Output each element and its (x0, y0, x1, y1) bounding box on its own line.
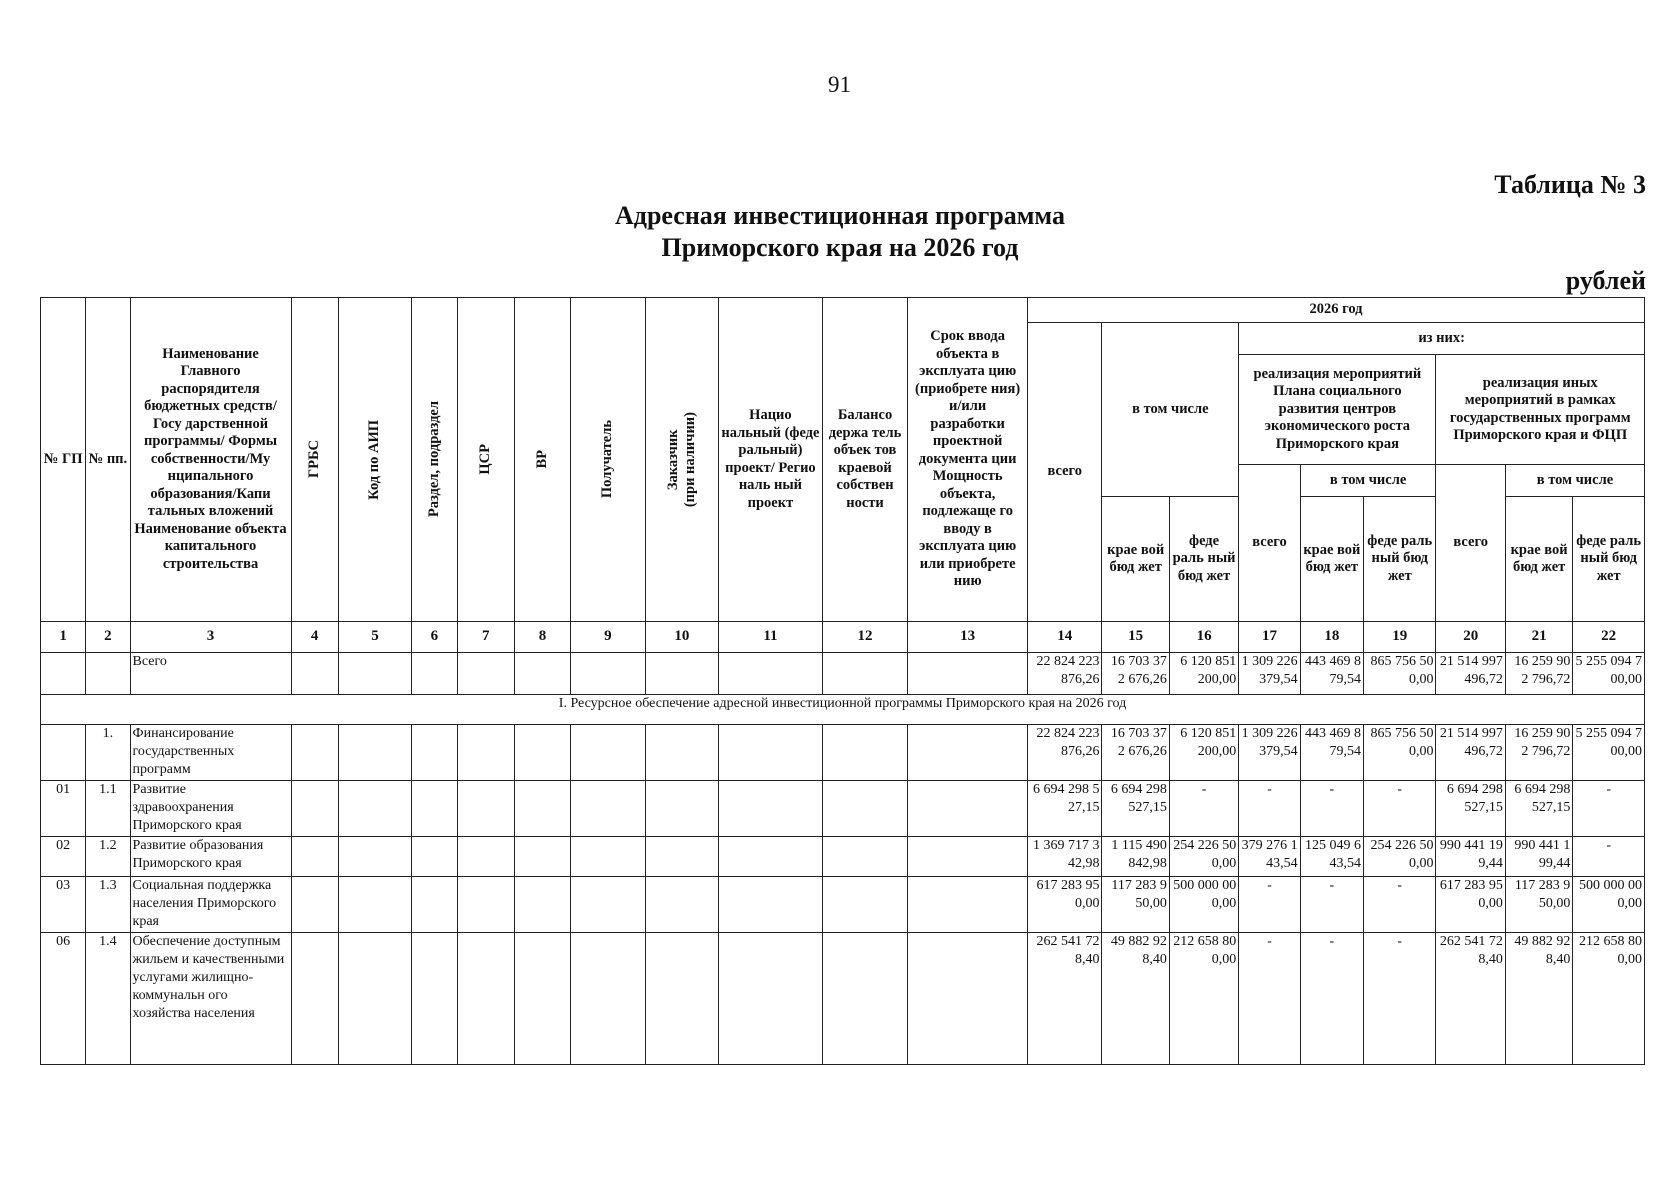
pp-cell: 1.2 (86, 837, 130, 877)
value-cell: 379 276 143,54 (1239, 837, 1300, 877)
value-cell: 6 694 298 527,15 (1028, 781, 1102, 837)
value-cell: 865 756 500,00 (1364, 725, 1436, 781)
col-number: 11 (719, 622, 823, 653)
value-cell: 6 694 298 527,15 (1436, 781, 1505, 837)
units-label: рублей (1565, 266, 1646, 295)
gp-cell (41, 653, 86, 695)
value-cell: 49 882 928,40 (1102, 933, 1169, 1065)
col-number: 10 (645, 622, 718, 653)
value-cell: 21 514 997 496,72 (1436, 725, 1505, 781)
value-cell: 1 115 490 842,98 (1102, 837, 1169, 877)
value-cell: 117 283 950,00 (1102, 877, 1169, 933)
col-number: 18 (1300, 622, 1363, 653)
col-number: 1 (41, 622, 86, 653)
col-header-vr (514, 298, 570, 622)
value-cell: 443 469 879,54 (1300, 653, 1363, 695)
value-cell: 5 255 094 700,00 (1573, 653, 1645, 695)
col-header-other-total: всего (1436, 465, 1505, 622)
col-header-csr-text: ЦСР (476, 444, 493, 475)
col-header-regional-21: крае вой бюд жет (1505, 497, 1572, 622)
col-header-of-them: из них: (1239, 323, 1645, 355)
value-cell: 254 226 500,00 (1169, 837, 1238, 877)
value-cell: 212 658 800,00 (1573, 933, 1645, 1065)
gp-cell: 06 (41, 933, 86, 1065)
col-number: 15 (1102, 622, 1169, 653)
col-header-grbs (291, 298, 338, 622)
value-cell: 990 441 199,44 (1436, 837, 1505, 877)
col-header-pp: № пп. (86, 298, 130, 622)
pp-cell: 1.4 (86, 933, 130, 1065)
value-cell: 6 694 298 527,15 (1102, 781, 1169, 837)
name-cell: Всего (130, 653, 291, 695)
col-header-year: 2026 год (1028, 298, 1645, 323)
col-header-including: в том числе (1102, 323, 1239, 497)
name-cell: Развитие здравоохранения Приморского края (130, 781, 291, 837)
table-row-total (41, 653, 1645, 695)
value-cell: 212 658 800,00 (1169, 933, 1238, 1065)
col-header-federal-22: феде раль ный бюд жет (1573, 497, 1645, 622)
col-header-aip-code (338, 298, 411, 622)
table-row (41, 725, 1645, 781)
value-cell: 125 049 643,54 (1300, 837, 1363, 877)
column-numbers-row (41, 622, 1645, 653)
value-cell: - (1364, 781, 1436, 837)
value-cell: - (1364, 877, 1436, 933)
col-number: 13 (908, 622, 1028, 653)
col-number: 6 (412, 622, 457, 653)
gp-cell: 01 (41, 781, 86, 837)
col-header-total: всего (1028, 323, 1102, 622)
pp-cell (86, 653, 130, 695)
value-cell: 1 309 226 379,54 (1239, 725, 1300, 781)
col-header-federal-19: феде раль ный бюд жет (1364, 497, 1436, 622)
value-cell: 21 514 997 496,72 (1436, 653, 1505, 695)
value-cell: 1 369 717 342,98 (1028, 837, 1102, 877)
page-number: 91 (828, 72, 851, 97)
value-cell: 443 469 879,54 (1300, 725, 1363, 781)
value-cell: - (1300, 877, 1363, 933)
col-number: 8 (514, 622, 570, 653)
col-header-recipient-text: Получатель (599, 420, 616, 499)
value-cell: 262 541 728,40 (1436, 933, 1505, 1065)
value-cell: 500 000 000,00 (1169, 877, 1238, 933)
value-cell: 1 309 226 379,54 (1239, 653, 1300, 695)
col-number: 22 (1573, 622, 1645, 653)
value-cell: 16 259 902 796,72 (1505, 653, 1572, 695)
col-header-gp: № ГП (41, 298, 86, 622)
value-cell: - (1300, 933, 1363, 1065)
col-header-recipient (571, 298, 645, 622)
col-number: 20 (1436, 622, 1505, 653)
col-number: 12 (822, 622, 908, 653)
value-cell: 16 703 372 676,26 (1102, 653, 1169, 695)
table-row (41, 837, 1645, 877)
col-header-vr-text: ВР (533, 450, 550, 469)
col-header-csr (457, 298, 514, 622)
col-number: 4 (291, 622, 338, 653)
col-header-plan-including: в том числе (1300, 465, 1436, 497)
value-cell: 6 120 851 200,00 (1169, 725, 1238, 781)
col-number: 14 (1028, 622, 1102, 653)
investment-program-table (40, 297, 1645, 1065)
col-header-regional-18: крае вой бюд жет (1300, 497, 1363, 622)
value-cell: - (1169, 781, 1238, 837)
value-cell: - (1239, 877, 1300, 933)
col-number: 5 (338, 622, 411, 653)
value-cell: 117 283 950,00 (1505, 877, 1572, 933)
col-number: 21 (1505, 622, 1572, 653)
name-cell: Финансирование государственных программ (130, 725, 291, 781)
pp-cell: 1. (86, 725, 130, 781)
pp-cell: 1.3 (86, 877, 130, 933)
col-header-plan-group: реализация мероприятий Плана социального развития центров экономического роста Приморского края (1239, 355, 1436, 465)
value-cell: 262 541 728,40 (1028, 933, 1102, 1065)
value-cell: 5 255 094 700,00 (1573, 725, 1645, 781)
value-cell: 49 882 928,40 (1505, 933, 1572, 1065)
value-cell: 254 226 500,00 (1364, 837, 1436, 877)
value-cell: - (1239, 781, 1300, 837)
col-header-aip-code-text: Код по АИП (366, 419, 383, 500)
table-row (41, 781, 1645, 837)
col-number: 7 (457, 622, 514, 653)
gp-cell (41, 725, 86, 781)
gp-cell: 03 (41, 877, 86, 933)
name-cell: Развитие образования Приморского края (130, 837, 291, 877)
table-row-section (41, 695, 1645, 725)
col-header-plan-total: всего (1239, 465, 1300, 622)
col-header-section (412, 298, 457, 622)
col-number: 3 (130, 622, 291, 653)
col-header-national-project: Нацио нальный (феде ральный) проект/ Регио наль ный проект (719, 298, 823, 622)
title-line-2: Приморского края на 2026 год (661, 233, 1019, 262)
col-number: 16 (1169, 622, 1238, 653)
value-cell: 6 120 851 200,00 (1169, 653, 1238, 695)
col-header-name: Наименование Главного распорядителя бюджетных средств/Госу дарственной программы/ Формы собственности/Му нципального образования/Капи тальных вложений Наименование объекта капитального строительства (130, 298, 291, 622)
name-cell: Обеспечение доступным жильем и качественными услугами жилищно-коммунальн ого хозяйства населения (130, 933, 291, 1065)
value-cell: 990 441 199,44 (1505, 837, 1572, 877)
col-number: 17 (1239, 622, 1300, 653)
value-cell: - (1300, 781, 1363, 837)
name-cell: Социальная поддержка населения Приморского края (130, 877, 291, 933)
col-number: 9 (571, 622, 645, 653)
value-cell: 22 824 223 876,26 (1028, 653, 1102, 695)
table-row (41, 933, 1645, 1065)
col-number: 19 (1364, 622, 1436, 653)
col-header-grbs-text: ГРБС (305, 440, 322, 479)
value-cell: 16 259 902 796,72 (1505, 725, 1572, 781)
section-title: I. Ресурсное обеспечение адресной инвестиционной программы Приморского края на 2026 год (41, 695, 1645, 725)
col-number: 2 (86, 622, 130, 653)
col-header-customer (645, 298, 718, 622)
value-cell: 617 283 950,00 (1436, 877, 1505, 933)
value-cell: - (1364, 933, 1436, 1065)
value-cell: - (1573, 781, 1645, 837)
value-cell: 6 694 298 527,15 (1505, 781, 1572, 837)
table-label: Таблица № 3 (1494, 170, 1646, 199)
col-header-balance-holder: Балансо держа тель объек тов краевой собствен ности (822, 298, 908, 622)
col-header-customer-text (665, 412, 699, 507)
document-title (440, 200, 1240, 264)
col-header-federal-16: феде раль ный бюд жет (1169, 497, 1238, 622)
value-cell: 617 283 950,00 (1028, 877, 1102, 933)
gp-cell: 02 (41, 837, 86, 877)
customer-note: (при наличии) (681, 411, 698, 508)
table-row (41, 877, 1645, 933)
pp-cell: 1.1 (86, 781, 130, 837)
col-header-regional-15: крае вой бюд жет (1102, 497, 1169, 622)
value-cell: - (1239, 933, 1300, 1065)
value-cell: 865 756 500,00 (1364, 653, 1436, 695)
col-header-other-group: реализация иных мероприятий в рамках государственных программ Приморского края и ФЦП (1436, 355, 1645, 465)
value-cell: 500 000 000,00 (1573, 877, 1645, 933)
customer-label: Заказчик (664, 429, 681, 490)
value-cell: 22 824 223 876,26 (1028, 725, 1102, 781)
col-header-other-including: в том числе (1505, 465, 1644, 497)
value-cell: 16 703 372 676,26 (1102, 725, 1169, 781)
title-line-1: Адресная инвестиционная программа (615, 201, 1065, 230)
col-header-section-text: Раздел, подраздел (425, 401, 442, 518)
col-header-commissioning: Срок ввода объекта в эксплуата цию (приобрете ния) и/или разработки проектной документа ции Мощность объекта, подлежаще го вводу в эксплуата цию или приобрете нию (908, 298, 1028, 622)
value-cell: - (1573, 837, 1645, 877)
